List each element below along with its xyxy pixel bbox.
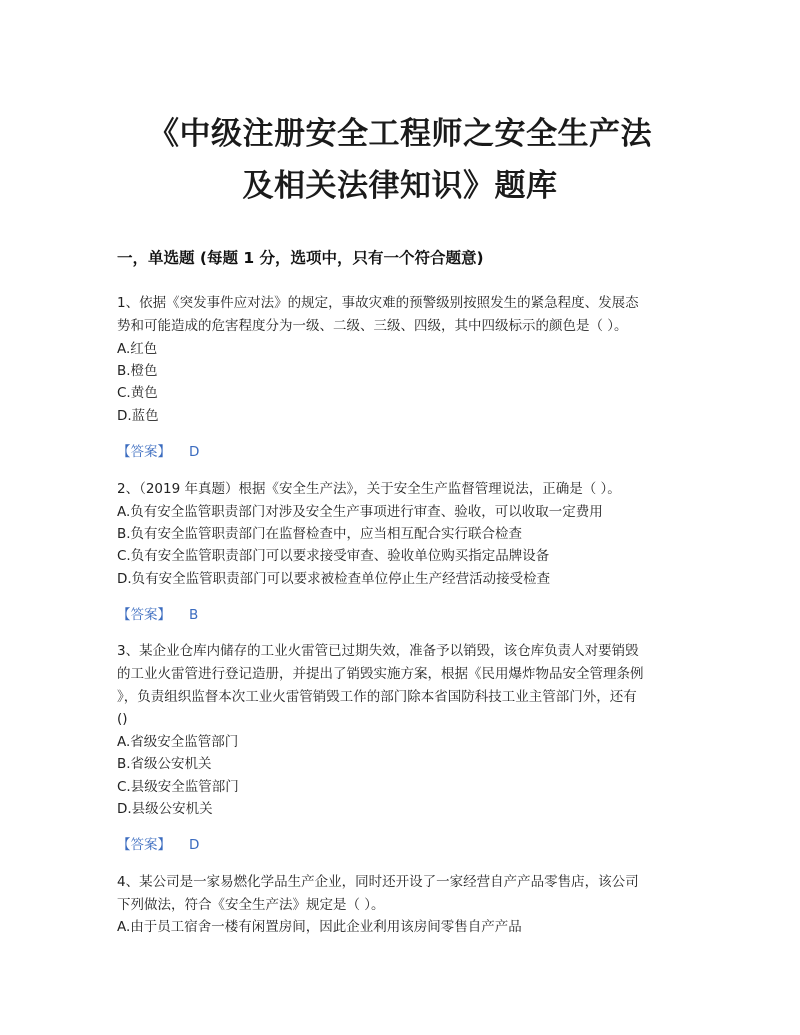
question-2-answer — [117, 604, 198, 626]
answer-label: 【答案】 — [117, 444, 171, 460]
question-3-option-b: B.省级公安机关 — [117, 756, 212, 772]
question-2-stem-line-1: 2、（2019 年真题）根据《安全生产法》，关于安全生产监督管理说法，正确是（ ）。 — [117, 481, 621, 497]
question-3-option-d: D.县级公安机关 — [117, 801, 213, 817]
question-1-option-b: B.橙色 — [117, 363, 158, 379]
answer-value: D — [189, 444, 200, 460]
question-3-option-c: C.县级安全监管部门 — [117, 779, 239, 795]
question-2-option-d: D.负有安全监管职责部门可以要求被检查单位停止生产经营活动接受检查 — [117, 571, 551, 587]
question-2-option-a: A.负有安全监管职责部门对涉及安全生产事项进行审查、验收，可以收取一定费用 — [117, 504, 603, 520]
question-3-stem-line-3: 》，负责组织监督本次工业火雷管销毁工作的部门除本省国防科技工业主管部门外，还有 — [117, 689, 637, 705]
answer-value: D — [189, 837, 200, 853]
answer-value: B — [189, 607, 199, 623]
question-4-stem-line-2: 下列做法，符合《安全生产法》规定是（ ）。 — [117, 897, 385, 913]
question-1-option-a: A.红色 — [117, 341, 158, 357]
question-1-stem-line-1: 1、依据《突发事件应对法》的规定，事故灾难的预警级别按照发生的紧急程度、发展态 — [117, 295, 639, 311]
question-4-stem-line-1: 4、某公司是一家易燃化学品生产企业，同时还开设了一家经营自产产品零售店，该公司 — [117, 874, 639, 890]
question-3-stem-line-2: 的工业火雷管进行登记造册，并提出了销毁实施方案，根据《民用爆炸物品安全管理条例 — [117, 666, 644, 682]
section-heading: 一，单选题 (每题 1 分，选项中，只有一个符合题意) — [117, 249, 484, 267]
answer-label: 【答案】 — [117, 607, 171, 623]
document-title-line-1: 《中级注册安全工程师之安全生产法 — [148, 116, 652, 152]
question-3-answer — [117, 834, 199, 856]
question-2-option-c: C.负有安全监管职责部门可以要求接受审查、验收单位购买指定品牌设备 — [117, 548, 550, 564]
answer-label: 【答案】 — [117, 837, 171, 853]
document-title — [60, 108, 740, 212]
question-2-option-b: B.负有安全监管职责部门在监督检查中，应当相互配合实行联合检查 — [117, 526, 523, 542]
question-3-stem-line-4: () — [117, 711, 128, 727]
question-1-answer — [117, 441, 199, 463]
question-3-stem-line-1: 3、某企业仓库内储存的工业火雷管已过期失效，准备予以销毁，该仓库负责人对要销毁 — [117, 643, 639, 659]
question-3-option-a: A.省级安全监管部门 — [117, 734, 239, 750]
question-1-option-c: C.黄色 — [117, 385, 158, 401]
question-1-stem-line-2: 势和可能造成的危害程度分为一级、二级、三级、四级，其中四级标示的颜色是（ ）。 — [117, 318, 628, 334]
question-1-option-d: D.蓝色 — [117, 408, 159, 424]
question-4-option-a: A.由于员工宿舍一楼有闲置房间，因此企业利用该房间零售自产产品 — [117, 919, 522, 935]
document-title-line-2: 及相关法律知识》题库 — [242, 168, 558, 204]
